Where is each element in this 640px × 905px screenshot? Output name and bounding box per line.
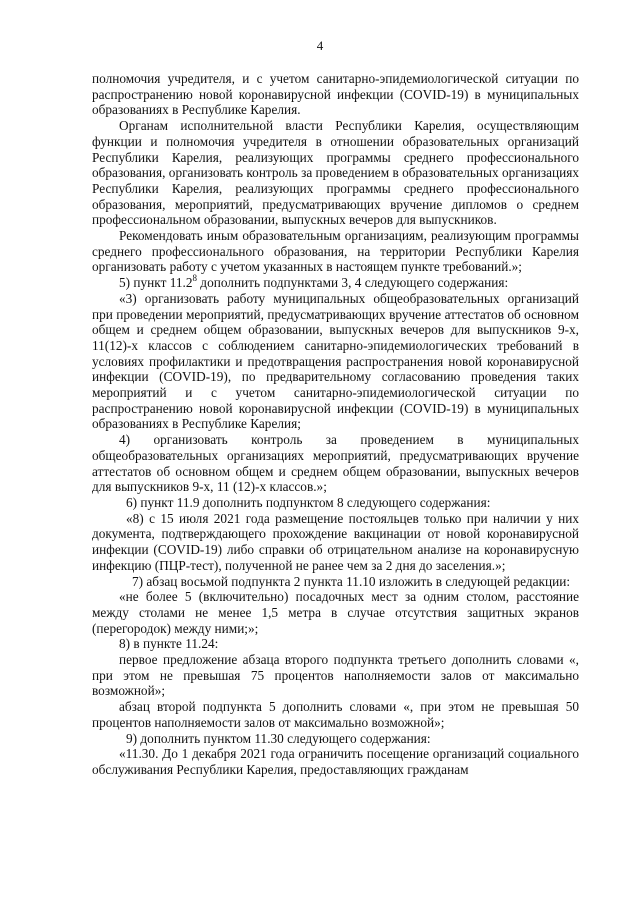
- paragraph-13: абзац второй подпункта 5 дополнить словами «, при этом не превышая 50 процентов наполняемости залов от максимально возможной»;: [92, 699, 579, 730]
- paragraph-6: 4) организовать контроль за проведением в муниципальных общеобразовательных организациях мероприятий, предусматривающих вручение аттестатов об основном общем и среднем общем образовании, выпускных вечеров для выпускников 9-х, 11 (12)-х классов.»;: [92, 432, 579, 495]
- paragraph-15: «11.30. До 1 декабря 2021 года ограничить посещение организаций социального обслуживания Республики Карелия, предоставляющих гражданам: [92, 746, 579, 777]
- document-body: [92, 71, 579, 778]
- superscript: 8: [192, 273, 197, 284]
- paragraph-4: [92, 275, 579, 291]
- paragraph-7: 6) пункт 11.9 дополнить подпунктом 8 следующего содержания:: [126, 494, 491, 510]
- paragraph-12: первое предложение абзаца второго подпункта третьего дополнить словами «, при этом не превышая 75 процентов наполняемости залов от максимально возможной»;: [92, 652, 579, 699]
- paragraph-10: «не более 5 (включительно) посадочных мест за одним столом, расстояние между столами не менее 1,5 метра в случае отсутствия защитных экранов (перегородок) между ними;»;: [92, 589, 579, 636]
- paragraph-8: «8) с 15 июля 2021 года размещение постояльцев только при наличии у них документа, подтверждающего прохождение вакцинации от новой коронавирусной инфекции (COVID-19) либо справки об отрицательном анализе на коронавирусную инфекцию (ПЦР-тест), полученной не ранее чем за 2 дня до заселения.»;: [92, 510, 579, 573]
- paragraph-4-pre: 5) пункт 11.2: [119, 275, 193, 291]
- paragraph-3: Рекомендовать иным образовательным организациям, реализующим программы среднего профессионального образования, на территории Республики Карелия организовать работу с учетом указанных в настоящем пункте требований.»;: [92, 228, 579, 275]
- paragraph-9: 7) абзац восьмой подпункта 2 пункта 11.10 изложить в следующей редакции:: [132, 573, 571, 589]
- paragraph-14: 9) дополнить пунктом 11.30 следующего содержания:: [126, 730, 431, 746]
- paragraph-4-post: дополнить подпунктами 3, 4 следующего содержания:: [196, 275, 509, 291]
- paragraph-2: Органам исполнительной власти Республики Карелия, осуществляющим функции и полномочия учредителя в отношении образовательных организаций Республики Карелия, реализующих программы среднего профессионального образования, организовать контроль за проведением в образовательных организациях Республики Карелия, реализующих программы среднего профессионального образования, мероприятий, предусматривающих вручение дипломов о среднем профессиональном образовании, выпускных вечеров для выпускников.: [92, 118, 579, 228]
- paragraph-11: 8) в пункте 11.24:: [119, 636, 219, 652]
- paragraph-5: «3) организовать работу муниципальных общеобразовательных организаций при проведении мероприятий, предусматривающих вручение аттестатов об основном общем и среднем общем образовании, выпускных вечеров для выпускников 9-х, 11(12)-х классов с соблюдением санитарно-эпидемиологических требований в условиях профилактики и предотвращения распространения новой коронавирусной инфекции (COVID-19), по предварительному согласованию проведения таких мероприятий и с учетом санитарно-эпидемиологической ситуации по распространению новой коронавирусной инфекции (COVID-19) в муниципальных образованиях в Республике Карелия;: [92, 290, 579, 432]
- page-number: 4: [316, 38, 324, 53]
- paragraph-1: полномочия учредителя, и с учетом санитарно-эпидемиологической ситуации по распространению новой коронавирусной инфекции (COVID-19) в муниципальных образованиях в Республике Карелия.: [92, 71, 579, 118]
